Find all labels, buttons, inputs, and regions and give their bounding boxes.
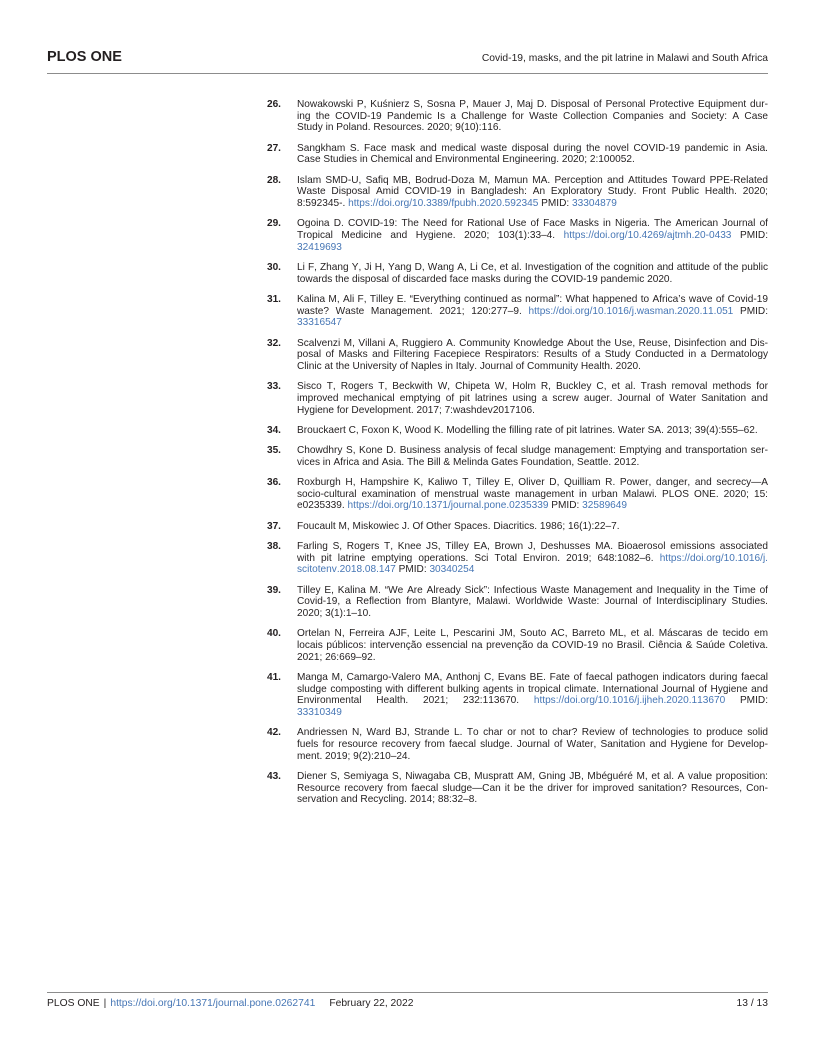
reference-text-segment: Resource recovery from faecal sludge—Can it be the driver for improved sanitation? Resources, Con-: [297, 782, 768, 794]
reference-item: [250, 727, 768, 762]
reference-text-segment: e0235339.: [297, 500, 348, 512]
reference-text-segment: Tropical Medicine and Hygiene. 2020; 103(1):33–4.: [297, 229, 564, 241]
reference-text-segment: servation and Recycling. 2014; 88:32–8.: [297, 794, 478, 806]
reference-item: [250, 218, 768, 253]
reference-text: [297, 218, 768, 253]
reference-link[interactable]: https://doi.org/10.3389/fpubh.2020.592345: [348, 198, 539, 210]
reference-text-segment: posal of Masks and Filtering Facepiece Respirators: Results of a Study Conducted in a Dermatology: [297, 349, 768, 361]
reference-text: [297, 477, 768, 512]
reference-text-segment: Li F, Zhang Y, Ji H, Yang D, Wang A, Li Ce, et al. Investigation of the cognition and attitude of the public: [297, 261, 768, 273]
reference-line: [297, 198, 768, 210]
reference-line: [297, 672, 768, 684]
reference-number: 35.: [266, 445, 281, 457]
page-footer: [47, 997, 768, 1011]
reference-number: 32.: [266, 337, 281, 349]
reference-item: [250, 672, 768, 719]
reference-line: [297, 405, 768, 417]
reference-line: [297, 628, 768, 640]
reference-link[interactable]: scitotenv.2018.08.147: [297, 564, 396, 576]
reference-text-segment: Clinic at the University of Naples in Italy. Journal of Community Health. 2020.: [297, 360, 641, 372]
reference-text-segment: fuels for resource recovery from faecal sludge. Journal of Water, Sanitation and Hygiene for Develop-: [297, 738, 768, 750]
reference-text: [297, 175, 768, 210]
reference-item: [250, 175, 768, 210]
reference-number: 29.: [266, 218, 281, 230]
reference-number: 43.: [266, 770, 281, 782]
reference-text-segment: PMID:: [731, 229, 769, 241]
reference-text-segment: vices in Africa and Asia. The Bill & Melinda Gates Foundation, Seattle. 2012.: [297, 456, 640, 468]
reference-item: [250, 425, 768, 437]
reference-item: [250, 521, 768, 533]
reference-line: [297, 640, 768, 652]
reference-line: [297, 218, 768, 230]
reference-text-segment: Ogoina D. COVID-19: The Need for Rational Use of Face Masks in Nigeria. The American Journal of: [297, 218, 768, 230]
reference-link[interactable]: 33316547: [297, 317, 342, 329]
reference-text: [297, 143, 768, 166]
reference-text-segment: Ortelan N, Ferreira AJF, Leite L, Pescarini JM, Souto AC, Barreto ML, et al. Máscaras de tecido em: [297, 628, 768, 640]
reference-text: [297, 381, 768, 416]
reference-text: [297, 521, 768, 533]
reference-line: [297, 684, 768, 696]
reference-number: 37.: [266, 520, 281, 532]
reference-text: [297, 541, 768, 576]
reference-text-segment: PMID:: [538, 198, 572, 210]
reference-number: 42.: [266, 727, 281, 739]
reference-text-segment: locais públicos: intervenção essencial na prevenção da COVID-19 no Brasil. Ciência & Saúde Coletiva.: [297, 639, 768, 651]
reference-line: [297, 294, 768, 306]
header-divider: [47, 73, 768, 74]
reference-item: [250, 541, 768, 576]
reference-text-segment: Tilley E, Kalina M. “We Are Already Sick”: Infectious Waste Management and Inequality in the Time of: [297, 584, 768, 596]
reference-number: 34.: [266, 424, 281, 436]
reference-line: [297, 111, 768, 123]
reference-link[interactable]: https://doi.org/10.1371/journal.pone.0235339: [347, 500, 549, 512]
reference-text-segment: sludge composting with different bulking agents in tropical climate. International Journal of Hygiene and: [297, 683, 768, 695]
reference-number: 30.: [266, 261, 281, 273]
reference-line: [297, 608, 768, 620]
reference-number: 38.: [266, 540, 281, 552]
reference-line: [297, 186, 768, 198]
reference-line: [297, 553, 768, 565]
reference-text-segment: PMID:: [725, 695, 768, 707]
reference-text-segment: Nowakowski P, Kuśnierz S, Sosna P, Mauer J, Maj D. Disposal of Personal Protective Equipment dur-: [297, 99, 768, 110]
reference-link[interactable]: https://doi.org/10.1016/j.ijheh.2020.113670: [533, 695, 726, 707]
reference-text: [297, 338, 768, 373]
reference-text-segment: Roxburgh H, Hampshire K, Kaliwo T, Tilley E, Oliver D, Quilliam R. Power, danger, and secrecy—A: [297, 476, 768, 488]
reference-number: 40.: [266, 628, 281, 640]
reference-number: 26.: [266, 99, 281, 110]
reference-line: [297, 338, 768, 350]
reference-text-segment: PMID:: [395, 564, 430, 576]
reference-line: [297, 122, 768, 134]
reference-line: [297, 489, 768, 501]
reference-line: [297, 585, 768, 597]
reference-text-segment: Brouckaert C, Foxon K, Wood K. Modelling the filling rate of pit latrines. Water SA. 2013; 39(4):555–62.: [297, 424, 758, 436]
reference-line: [297, 361, 768, 373]
reference-text-segment: Waste Disposal Amid COVID-19 in Bangladesh: An Exploratory Study. Front Public Health. 2020;: [297, 186, 768, 198]
reference-item: [250, 381, 768, 416]
reference-text-segment: Farling S, Rogers T, Knee JS, Tilley EA, Brown J, Deshusses MA. Bioaerosol emissions associated: [297, 540, 768, 552]
reference-text: [297, 99, 768, 134]
reference-line: [297, 751, 768, 763]
reference-text-segment: Case Studies in Chemical and Environmental Engineering. 2020; 2:100052.: [297, 154, 635, 166]
reference-text-segment: 8:592345-.: [297, 198, 349, 210]
reference-item: [250, 628, 768, 663]
journal-name: PLOS ONE: [47, 49, 122, 65]
reference-line: [297, 783, 768, 795]
reference-line: [297, 500, 768, 512]
running-title: Covid-19, masks, and the pit latrine in Malawi and South Africa: [481, 53, 768, 64]
reference-text-segment: Kalina M, Ali F, Tilley E. “Everything continued as normal”: What happened to Africa’s wave of Covid-19: [297, 293, 768, 305]
reference-line: [297, 99, 768, 111]
reference-item: [250, 294, 768, 329]
reference-text: [297, 672, 768, 719]
reference-item: [250, 262, 768, 285]
reference-text-segment: ment. 2019; 9(2):210–24.: [297, 750, 411, 762]
reference-text-segment: Study in Poland. Resources. 2020; 9(10):116.: [297, 122, 502, 134]
reference-link[interactable]: 32589649: [582, 500, 628, 512]
reference-text-segment: Hygiene for Development. 2017; 7:washdev2017106.: [297, 404, 535, 416]
reference-text-segment: Covid-19, a Reflection from Blantyre, Malawi. Worldwide Waste: Journal of Interdisciplinary Studies.: [297, 596, 768, 608]
reference-text-segment: PMID:: [548, 500, 583, 512]
reference-text-segment: Foucault M, Miskowiec J. Of Other Spaces. Diacritics. 1986; 16(1):22–7.: [297, 520, 620, 532]
reference-item: [250, 477, 768, 512]
reference-text: [297, 425, 768, 437]
reference-text-segment: Scalvenzi M, Villani A, Ruggiero A. Community Knowledge About the Use, Reuse, Disinfection and Dis-: [297, 337, 768, 349]
reference-text-segment: Manga M, Camargo-Valero MA, Anthonj C, Evans BE. Fate of faecal pathogen indicators during faecal: [297, 671, 768, 683]
reference-link[interactable]: 33304879: [572, 198, 617, 210]
reference-link[interactable]: https://doi.org/10.1016/j.wasman.2020.11.051: [528, 305, 734, 317]
footer-journal-name: PLOS ONE: [47, 998, 100, 1009]
page-header: [47, 49, 768, 66]
reference-line: [297, 274, 768, 286]
reference-text-segment: 2020; 3(1):1–10.: [297, 607, 372, 619]
reference-line: [297, 707, 768, 719]
reference-text-segment: improved mechanical emptying of pit latrines using a screw auger. Journal of Water Sanitation and: [297, 392, 768, 404]
reference-number: 27.: [266, 142, 281, 154]
reference-text-segment: waste? Waste Management. 2021; 120:277–9.: [297, 305, 529, 317]
footer-divider: [47, 992, 768, 993]
reference-line: [297, 727, 768, 739]
reference-line: [297, 739, 768, 751]
reference-text-segment: Environmental Health. 2021; 232:113670.: [297, 695, 534, 707]
reference-line: [297, 521, 768, 533]
reference-line: [297, 695, 768, 707]
reference-text: [297, 445, 768, 468]
reference-line: [297, 306, 768, 318]
reference-line: [297, 143, 768, 155]
reference-text: [297, 294, 768, 329]
reference-line: [297, 393, 768, 405]
reference-item: [250, 445, 768, 468]
reference-line: [297, 541, 768, 553]
reference-line: [297, 652, 768, 664]
reference-text-segment: Islam SMD-U, Safiq MB, Bodrud-Doza M, Mamun MA. Perception and Attitudes Toward PPE-Related: [297, 174, 768, 186]
footer-separator: |: [103, 998, 107, 1009]
reference-line: [297, 242, 768, 254]
reference-line: [297, 175, 768, 187]
reference-line: [297, 262, 768, 274]
reference-text-segment: socio-cultural examination of menstrual waste management in urban Malawi. PLOS ONE. 2020; 15:: [297, 488, 768, 500]
reference-item: [250, 771, 768, 806]
reference-text-segment: Chowdhry S, Kone D. Business analysis of fecal sludge management: Emptying and transportation ser-: [297, 445, 768, 457]
reference-text-segment: with pit latrine emptying operations. Sci Total Environ. 2019; 648:1082–6.: [297, 552, 660, 564]
reference-item: [250, 99, 768, 134]
reference-text-segment: 2021; 26:669–92.: [297, 651, 376, 663]
reference-number: 31.: [266, 293, 281, 305]
reference-line: [297, 794, 768, 806]
reference-list: [250, 99, 768, 815]
reference-line: [297, 596, 768, 608]
reference-number: 33.: [266, 381, 281, 393]
reference-text: [297, 628, 768, 663]
reference-text-segment: Sisco T, Rogers T, Beckwith W, Chipeta W, Holm R, Buckley C, et al. Trash removal methods for: [297, 381, 768, 393]
reference-line: [297, 477, 768, 489]
reference-line: [297, 317, 768, 329]
reference-link[interactable]: 32419693: [297, 241, 342, 253]
reference-text-segment: PMID:: [733, 305, 769, 317]
reference-number: 36.: [266, 476, 281, 488]
reference-text-segment: Diener S, Semiyaga S, Niwagaba CB, Muspratt AM, Gning JB, Mbéguéré M, et al. A value proposition:: [297, 770, 768, 782]
reference-link[interactable]: https://doi.org/10.1016/j.: [659, 552, 768, 564]
reference-line: [297, 564, 768, 576]
reference-item: [250, 338, 768, 373]
reference-line: [297, 457, 768, 469]
reference-number: 41.: [266, 671, 281, 683]
reference-text: [297, 262, 768, 285]
reference-line: [297, 230, 768, 242]
reference-number: 39.: [266, 584, 281, 596]
reference-line: [297, 445, 768, 457]
reference-line: [297, 154, 768, 166]
reference-text: [297, 771, 768, 806]
reference-line: [297, 425, 768, 437]
reference-number: 28.: [266, 174, 281, 186]
reference-text-segment: Sangkham S. Face mask and medical waste disposal during the novel COVID-19 pandemic in Asia.: [297, 142, 768, 154]
reference-line: [297, 349, 768, 361]
page-number: 13 / 13: [736, 998, 768, 1009]
reference-link[interactable]: https://doi.org/10.4269/ajtmh.20-0433: [563, 229, 732, 241]
reference-link[interactable]: 30340254: [429, 564, 475, 576]
reference-text-segment: towards the disposal of discarded face masks during the COVID-19 pandemic 2020.: [297, 273, 673, 285]
reference-text: [297, 727, 768, 762]
article-doi-link[interactable]: https://doi.org/10.1371/journal.pone.0262741: [110, 998, 316, 1009]
reference-text-segment: ing the COVID-19 Pandemic Is a Challenge for Waste Collection Companies and Society: A Case: [297, 110, 768, 122]
publication-date: February 22, 2022: [329, 998, 414, 1009]
reference-item: [250, 143, 768, 166]
reference-item: [250, 585, 768, 620]
reference-text-segment: Andriessen N, Ward BJ, Strande L. To char or not to char? Review of technologies to produce solid: [297, 727, 768, 739]
reference-text: [297, 585, 768, 620]
reference-link[interactable]: 33310349: [297, 706, 342, 718]
reference-line: [297, 381, 768, 393]
reference-line: [297, 771, 768, 783]
